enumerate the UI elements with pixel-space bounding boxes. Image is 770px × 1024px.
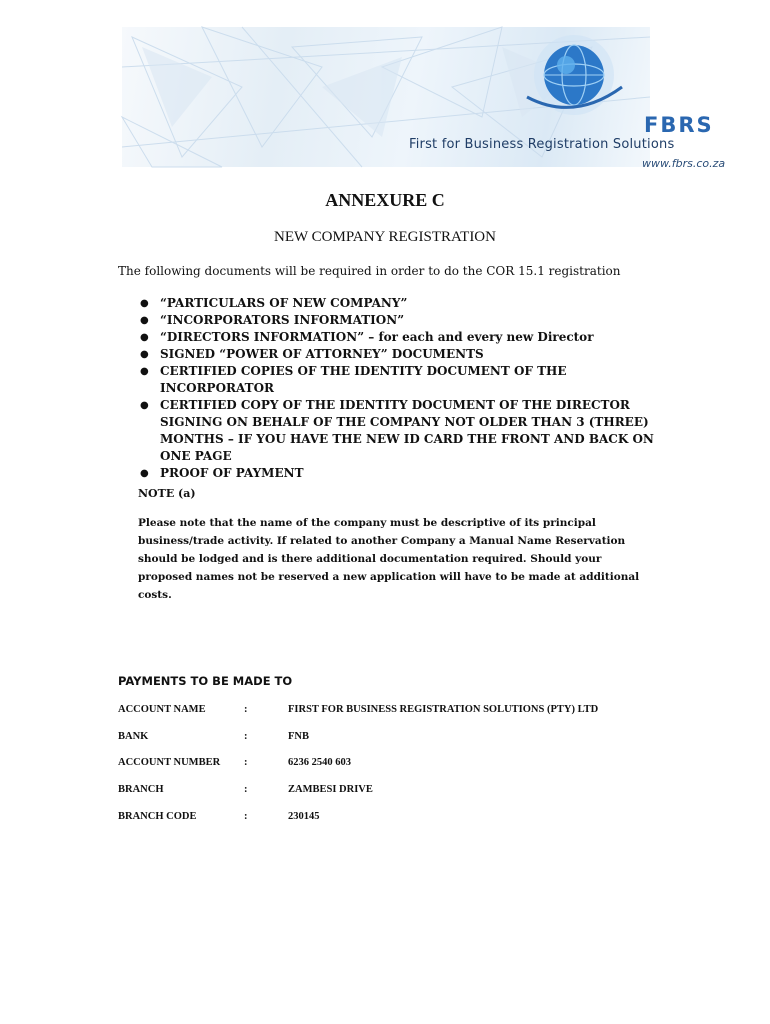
intro-text: The following documents will be required in order to do the COR 15.1 registration	[118, 264, 621, 278]
payment-value: ZAMBESI DRIVE	[288, 784, 373, 795]
list-item: ● “INCORPORATORS INFORMATION”	[140, 313, 405, 327]
payment-row-branch-code	[118, 811, 678, 827]
banner-url: www.fbrs.co.za	[642, 157, 726, 170]
payment-row-bank	[118, 731, 678, 747]
payment-separator: :	[244, 811, 248, 822]
payment-row-branch	[118, 784, 678, 800]
list-item: ● PROOF OF PAYMENT	[140, 466, 304, 480]
logo-wordmark: FBRS	[644, 113, 714, 137]
payment-separator: :	[244, 704, 248, 715]
bullet-icon: ●	[140, 315, 149, 326]
bullet-icon: ●	[140, 468, 149, 479]
bullet-icon: ●	[140, 400, 149, 411]
bullet-icon: ●	[140, 332, 149, 343]
bullet-icon: ●	[140, 349, 149, 360]
payment-label: BRANCH	[118, 784, 164, 795]
note-text: Please note that the name of the company must be descriptive of its principal business/trade activity. If related to another Company a Manual Name Reservation should be lodged and is there additional documentation required. Should your proposed names not be reserved a new application will have to be made at additional costs.	[138, 517, 640, 601]
globe-logo-icon	[527, 35, 622, 115]
payment-value: 230145	[288, 811, 320, 822]
payments-heading: PAYMENTS TO BE MADE TO	[118, 674, 293, 688]
payment-value: 6236 2540 603	[288, 757, 351, 768]
list-item: ● SIGNED “POWER OF ATTORNEY” DOCUMENTS	[140, 347, 484, 361]
payment-label: ACCOUNT NAME	[118, 704, 206, 715]
bullet-icon: ●	[140, 298, 149, 309]
requirements-list	[138, 295, 668, 482]
payment-row-account-number	[118, 757, 678, 773]
payment-row-account-name	[118, 704, 678, 720]
list-item: ● “DIRECTORS INFORMATION” – for each and every new Director	[140, 330, 594, 344]
bullet-icon: ●	[140, 366, 149, 377]
list-item: ● CERTIFIED COPIES OF THE IDENTITY DOCUMENT OF THE INCORPORATOR	[140, 364, 567, 395]
payment-value: FIRST FOR BUSINESS REGISTRATION SOLUTIONS (PTY) LTD	[288, 704, 599, 715]
payment-label: BRANCH CODE	[118, 811, 197, 822]
payment-separator: :	[244, 731, 248, 742]
list-item: ● CERTIFIED COPY OF THE IDENTITY DOCUMENT OF THE DIRECTOR SIGNING ON BEHALF OF THE COMPANY NOT OLDER THAN 3 (THREE) MONTHS – IF YOU HAVE THE NEW ID CARD THE FRONT AND BACK ON ONE PAGE	[140, 398, 654, 463]
payment-separator: :	[244, 757, 248, 768]
payment-label: ACCOUNT NUMBER	[118, 757, 221, 768]
banner-tagline: First for Business Registration Solutions	[409, 137, 675, 152]
document-title: ANNEXURE C	[325, 190, 445, 210]
list-item: ● “PARTICULARS OF NEW COMPANY”	[140, 296, 408, 310]
payment-separator: :	[244, 784, 248, 795]
payment-label: BANK	[118, 731, 149, 742]
header-banner	[122, 27, 726, 170]
note-heading: NOTE (a)	[138, 487, 196, 500]
payment-value: FNB	[288, 731, 309, 742]
document-subtitle: NEW COMPANY REGISTRATION	[274, 229, 496, 245]
